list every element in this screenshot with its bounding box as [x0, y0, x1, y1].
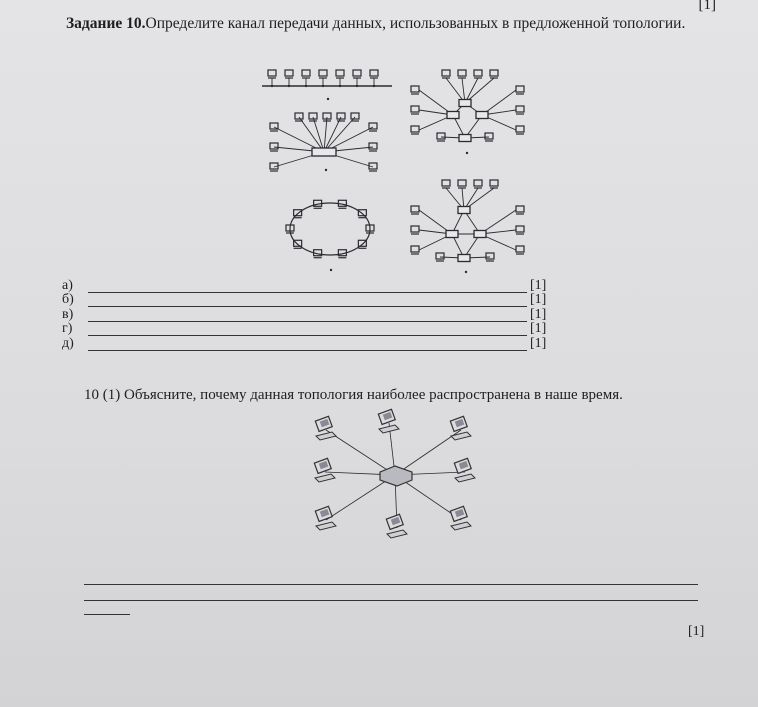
node-dot — [271, 85, 273, 87]
computer-icon — [336, 70, 344, 78]
computer-icon — [454, 458, 475, 482]
computer-icon — [378, 409, 399, 433]
keyboard-shape — [451, 522, 471, 530]
monitor-shape — [436, 253, 444, 259]
monitor-shape — [295, 113, 303, 119]
writing-line-2[interactable] — [84, 600, 698, 601]
monitor-shape — [294, 210, 302, 216]
node-dot — [305, 85, 307, 87]
monitor-shape — [437, 133, 445, 139]
monitor-shape — [370, 70, 378, 76]
bottom-mark: [1] — [688, 624, 705, 639]
computer-icon — [442, 70, 450, 78]
monitor-shape — [516, 206, 524, 212]
answer-row-d[interactable] — [62, 336, 552, 351]
keyboard-shape — [387, 530, 407, 538]
star-topology-diagram — [270, 113, 377, 171]
monitor-shape — [285, 70, 293, 76]
monitor-shape — [353, 70, 361, 76]
monitor-shape — [411, 106, 419, 112]
node-dot — [327, 98, 329, 100]
computer-icon — [516, 206, 524, 214]
monitor-shape — [442, 180, 450, 186]
answer-mark: [1] — [530, 335, 547, 351]
monitor-shape — [516, 226, 524, 232]
node-dot — [356, 85, 358, 87]
computer-icon — [315, 416, 336, 440]
monitor-shape — [458, 180, 466, 186]
monitor-shape — [411, 86, 419, 92]
star-network-illustration — [314, 409, 475, 538]
computer-icon — [490, 180, 498, 188]
ring-topology-diagram — [286, 200, 374, 271]
tree-topology-diagram — [411, 70, 524, 154]
monitor-shape — [486, 253, 494, 259]
cable-line — [324, 117, 355, 152]
computer-icon — [490, 70, 498, 78]
answer-line[interactable] — [88, 323, 527, 336]
answer-mark: [1] — [530, 277, 547, 293]
answer-lines — [62, 278, 552, 351]
mixed-topology-diagram — [411, 180, 524, 273]
task-text: Определите канал передачи данных, использованных в предложенной топологии. — [145, 15, 686, 32]
monitor-shape — [270, 143, 278, 149]
node-dot — [322, 85, 324, 87]
answer-row-v[interactable] — [62, 307, 552, 322]
computer-icon — [411, 206, 419, 214]
node-dot — [465, 271, 467, 273]
computer-icon — [386, 514, 407, 538]
computer-icon — [411, 126, 419, 134]
computer-icon — [442, 180, 450, 188]
answer-line[interactable] — [88, 294, 527, 307]
hub-icon — [458, 255, 470, 262]
computer-icon — [458, 70, 466, 78]
hub-icon — [474, 231, 486, 238]
node-dot — [330, 269, 332, 271]
computer-icon — [474, 70, 482, 78]
computer-icon — [411, 246, 419, 254]
answer-label: г) — [62, 321, 73, 337]
keyboard-shape — [315, 474, 335, 482]
answer-mark: [1] — [530, 321, 547, 337]
monitor-shape — [411, 126, 419, 132]
computer-icon — [516, 86, 524, 94]
computer-icon — [268, 70, 276, 78]
monitor-shape — [336, 70, 344, 76]
bus-topology-diagram — [262, 70, 392, 100]
monitor-shape — [474, 180, 482, 186]
answer-row-g[interactable] — [62, 322, 552, 337]
computer-icon — [302, 70, 310, 78]
monitor-shape — [516, 106, 524, 112]
monitor-shape — [369, 143, 377, 149]
monitor-shape — [442, 70, 450, 76]
answer-mark: [1] — [530, 306, 547, 322]
monitor-shape — [485, 133, 493, 139]
monitor-shape — [268, 70, 276, 76]
computer-icon — [458, 180, 466, 188]
hub-icon — [459, 135, 471, 142]
monitor-shape — [490, 70, 498, 76]
node-dot — [373, 85, 375, 87]
keyboard-shape — [379, 425, 399, 433]
answer-label: в) — [62, 306, 74, 322]
monitor-shape — [458, 70, 466, 76]
computer-icon — [353, 70, 361, 78]
answer-label: а) — [62, 277, 73, 293]
node-dot — [325, 169, 327, 171]
hub-icon — [312, 148, 336, 156]
monitor-shape — [411, 226, 419, 232]
answer-mark: [1] — [530, 292, 547, 308]
monitor-shape — [319, 70, 327, 76]
computer-icon — [411, 226, 419, 234]
cable-line — [326, 430, 395, 475]
node-dot — [288, 85, 290, 87]
computer-icon — [314, 458, 335, 482]
computer-icon — [450, 506, 471, 530]
monitor-shape — [474, 70, 482, 76]
cable-line — [313, 117, 324, 152]
monitor-shape — [302, 70, 310, 76]
answer-line[interactable] — [88, 280, 527, 293]
computer-icon — [319, 70, 327, 78]
computer-icon — [315, 506, 336, 530]
monitor-shape — [351, 113, 359, 119]
computer-icon — [285, 70, 293, 78]
hub-icon — [446, 231, 458, 238]
answer-line[interactable] — [88, 338, 527, 351]
monitor-shape — [358, 210, 366, 216]
writing-line-3[interactable] — [84, 614, 130, 615]
monitor-shape — [490, 180, 498, 186]
computer-icon — [516, 106, 524, 114]
keyboard-shape — [316, 522, 336, 530]
answer-row-a[interactable] — [62, 278, 552, 293]
answer-label: б) — [62, 292, 74, 308]
computer-icon — [411, 106, 419, 114]
computer-icon — [516, 226, 524, 234]
cable-line — [299, 117, 324, 152]
node-dot — [339, 85, 341, 87]
node-dot — [466, 152, 468, 154]
computer-icon — [450, 416, 471, 440]
monitor-shape — [516, 126, 524, 132]
keyboard-shape — [316, 432, 336, 440]
keyboard-shape — [451, 432, 471, 440]
monitor-shape — [516, 246, 524, 252]
keyboard-shape — [455, 474, 475, 482]
monitor-shape — [516, 86, 524, 92]
computer-icon — [474, 180, 482, 188]
monitor-shape — [337, 113, 345, 119]
task-label: Задание 10. — [66, 15, 146, 32]
computer-icon — [411, 86, 419, 94]
monitor-shape — [411, 246, 419, 252]
hub-icon — [459, 100, 471, 107]
question-10-1: 10 (1) Объясните, почему данная топология наиболее распространена в наше время. — [84, 387, 623, 403]
computer-icon — [516, 246, 524, 254]
computer-icon — [516, 126, 524, 134]
answer-row-b[interactable] — [62, 293, 552, 308]
answer-line[interactable] — [88, 309, 527, 322]
hub-icon — [476, 112, 488, 119]
top-mark: [1] — [698, 0, 716, 13]
computer-icon — [370, 70, 378, 78]
hub-icon — [458, 207, 470, 214]
writing-line-1[interactable] — [84, 584, 698, 585]
hub-icon — [447, 112, 459, 119]
monitor-shape — [411, 206, 419, 212]
answer-label: д) — [62, 335, 74, 351]
